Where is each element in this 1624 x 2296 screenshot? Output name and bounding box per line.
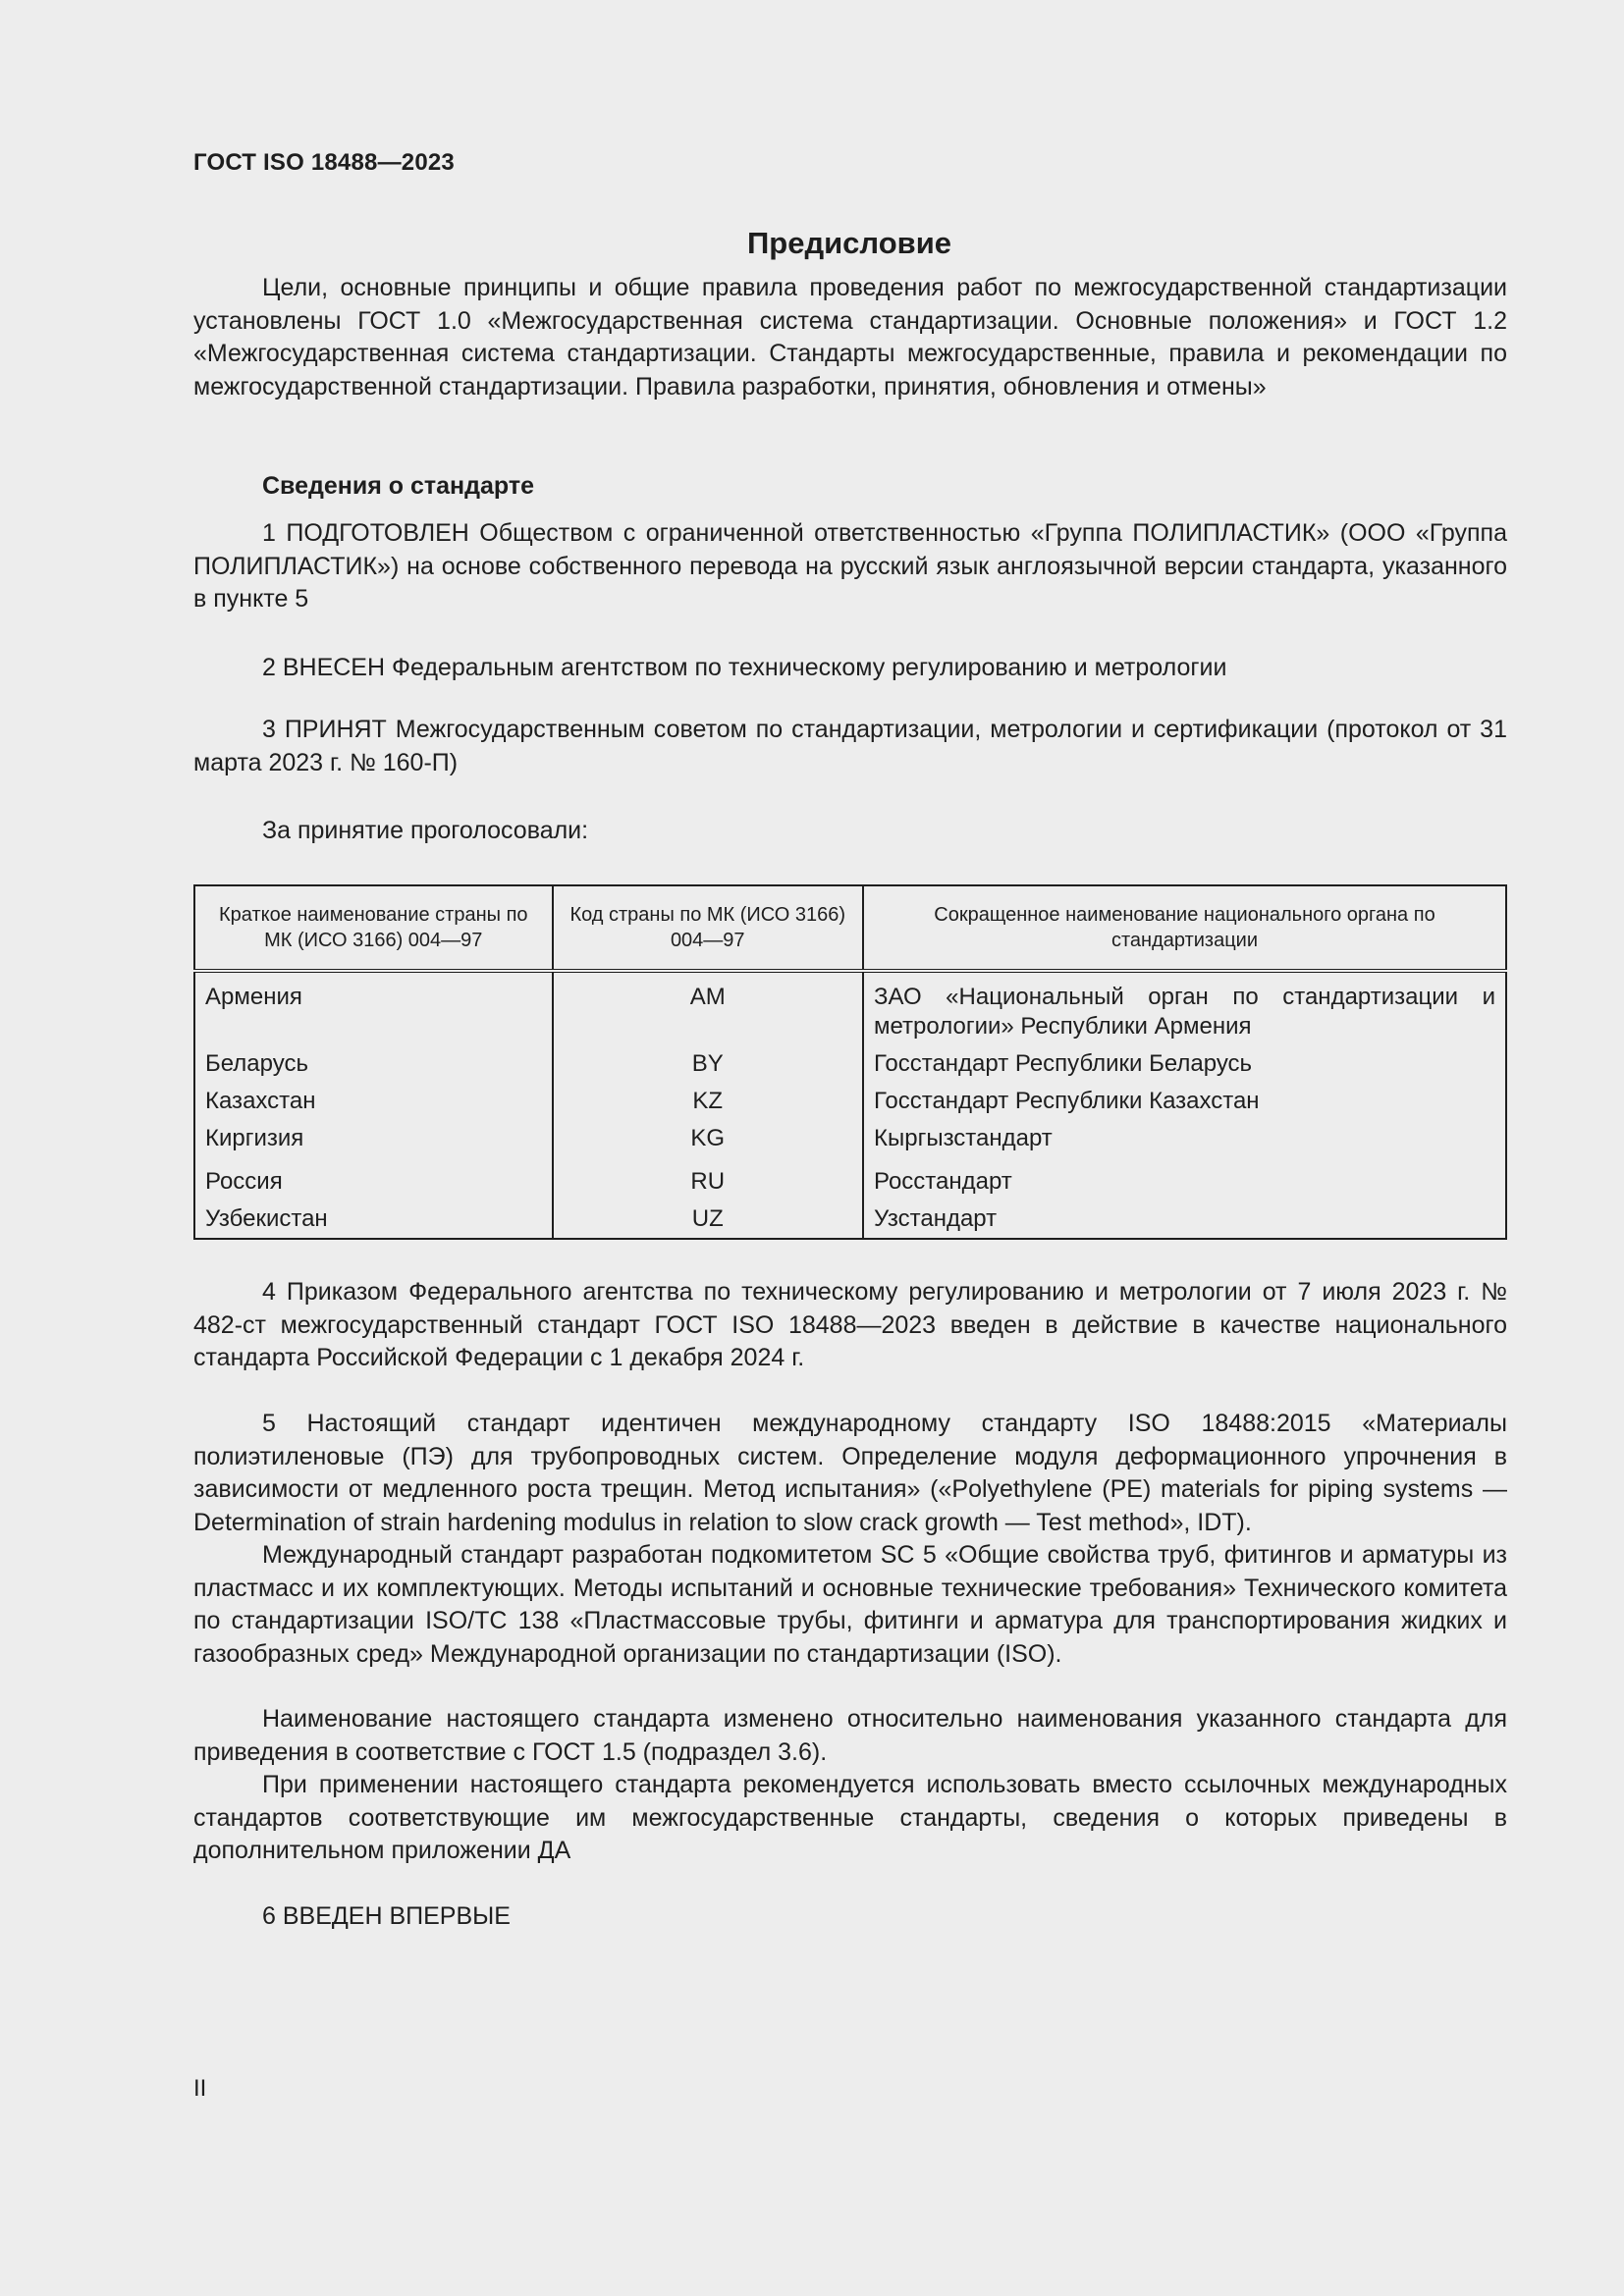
document-id: ГОСТ ISO 18488—2023 xyxy=(193,149,455,176)
org-cell: Госстандарт Республики Казахстан xyxy=(863,1083,1506,1120)
org-cell: Росстандарт xyxy=(863,1163,1506,1201)
column-header-code: Код страны по МК (ИСО 3166) 004—97 xyxy=(553,885,863,971)
column-header-org: Сокращенное наименование национального органа по стандартизации xyxy=(863,885,1506,971)
voted-label: За принятие проголосовали: xyxy=(262,817,589,844)
table-row xyxy=(194,1045,1506,1083)
intro-paragraph: Цели, основные принципы и общие правила проведения работ по межгосударственной стандартизации установлены ГОСТ 1.0 «Межгосударственная система стандартизации. Основные положения» и ГОСТ 1.2 «Межгосударственная система стандартизации. Стандарты межгосударственные, правила и рекомендации по межгосударственной стандартизации. Правила разработки, принятия, обновления и отмены» xyxy=(193,274,1507,400)
country-cell: Узбекистан xyxy=(194,1201,553,1239)
column-header-country: Краткое наименование страны по МК (ИСО 3166) 004—97 xyxy=(194,885,553,971)
table-row xyxy=(194,1201,1506,1239)
item-2: 2 ВНЕСЕН Федеральным агентством по техническому регулированию и метрологии xyxy=(262,654,1227,681)
page-number: II xyxy=(193,2075,207,2102)
code-cell: KZ xyxy=(553,1083,863,1120)
country-cell: Россия xyxy=(194,1163,553,1201)
item-5-paragraph-1: 5 Настоящий стандарт идентичен международному стандарту ISO 18488:2015 «Материалы полиэтиленовые (ПЭ) для трубопроводных систем. Определение модуля деформационного упрочнения в зависимости от медленного роста трещин. Метод испытания» («Polyethylene (PE) materials for piping systems — Determination of strain hardening modulus in relation to slow crack growth — Test method», IDT). xyxy=(193,1410,1507,1536)
item-5-paragraph-2: Международный стандарт разработан подкомитетом SC 5 «Общие свойства труб, фитингов и арматуры из пластмасс и их комплектующих. Методы испытаний и основные технические требования» Технического комитета по стандартизации ISO/TC 138 «Пластмассовые трубы, фитинги и арматура для транспортирования жидких и газообразных сред» Международной организации по стандартизации (ISO). xyxy=(193,1541,1507,1668)
table-row xyxy=(194,1163,1506,1201)
country-cell: Киргизия xyxy=(194,1120,553,1163)
item-4: 4 Приказом Федерального агентства по техническому регулированию и метрологии от 7 июля 2023 г. № 482-ст межгосударственный стандарт ГОСТ ISO 18488—2023 введен в действие в качестве национального стандарта Российской Федерации с 1 декабря 2024 г. xyxy=(193,1278,1507,1371)
code-cell: AM xyxy=(553,971,863,1045)
code-cell: KG xyxy=(553,1120,863,1163)
country-cell: Казахстан xyxy=(194,1083,553,1120)
country-cell: Беларусь xyxy=(194,1045,553,1083)
item-5-paragraph-3: Наименование настоящего стандарта изменено относительно наименования указанного стандарта для приведения в соответствие с ГОСТ 1.5 (подраздел 3.6). xyxy=(193,1705,1507,1766)
table-row xyxy=(194,971,1506,1045)
org-cell: ЗАО «Национальный орган по стандартизации и метрологии» Республики Армения xyxy=(863,971,1506,1045)
code-cell: BY xyxy=(553,1045,863,1083)
country-cell: Армения xyxy=(194,971,553,1045)
code-cell: UZ xyxy=(553,1201,863,1239)
section-heading: Сведения о стандарте xyxy=(262,472,535,500)
item-1: 1 ПОДГОТОВЛЕН Обществом с ограниченной ответственностью «Группа ПОЛИПЛАСТИК» (ООО «Группа ПОЛИПЛАСТИК») на основе собственного перевода на русский язык англоязычной версии стандарта, указанного в пункте 5 xyxy=(193,519,1507,613)
item-5-paragraph-4: При применении настоящего стандарта рекомендуется использовать вместо ссылочных международных стандартов соответствующие им межгосударственные стандарты, сведения о которых приведены в дополнительном приложении ДА xyxy=(193,1771,1507,1864)
table-header-row xyxy=(194,885,1506,971)
org-cell: Кыргызстандарт xyxy=(863,1120,1506,1163)
item-6: 6 ВВЕДЕН ВПЕРВЫЕ xyxy=(262,1902,511,1930)
org-cell: Узстандарт xyxy=(863,1201,1506,1239)
table-row xyxy=(194,1120,1506,1163)
member-states-table xyxy=(193,884,1507,1240)
code-cell: RU xyxy=(553,1163,863,1201)
org-cell: Госстандарт Республики Беларусь xyxy=(863,1045,1506,1083)
table-row xyxy=(194,1083,1506,1120)
page-title: Предисловие xyxy=(746,226,951,260)
item-3: 3 ПРИНЯТ Межгосударственным советом по стандартизации, метрологии и сертификации (протокол от 31 марта 2023 г. № 160-П) xyxy=(193,716,1507,776)
